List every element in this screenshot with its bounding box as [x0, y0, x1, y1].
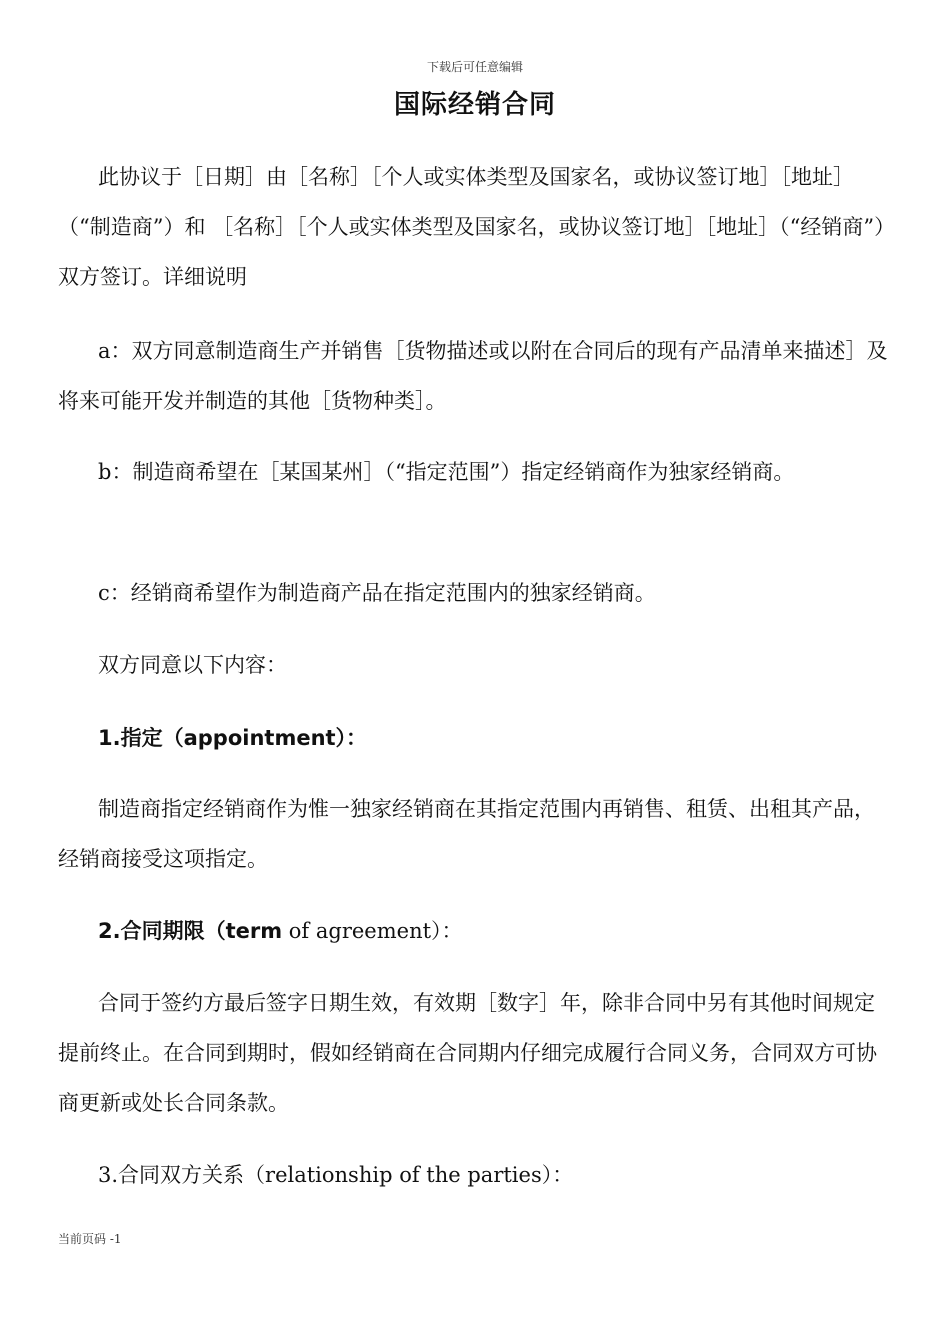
- clause-c-paragraph: c：经销商希望作为制造商产品在指定范围内的独家经销商。: [98, 581, 656, 605]
- intro-paragraph: 此协议于［日期］由［名称］［个人或实体类型及国家名，或协议签订地］［地址］（“制造商”）和 ［名称］［个人或实体类型及国家名，或协议签订地］［地址］（“经销商”）双方签订。详细说明: [58, 165, 885, 289]
- section-2-heading-rest: of agreement）：: [282, 919, 463, 943]
- clause-b-paragraph: b：制造商希望在［某国某州］（“指定范围”）指定经销商作为独家经销商。: [98, 460, 795, 484]
- clause-a-paragraph: a：双方同意制造商生产并销售［货物描述或以附在合同后的现有产品清单来描述］及将来可能开发并制造的其他［货物种类］。: [58, 339, 888, 413]
- section-1-body: 制造商指定经销商作为惟一独家经销商在其指定范围内再销售、租赁、出租其产品，经销商接受这项指定。: [58, 797, 875, 871]
- section-2-body: 合同于签约方最后签字日期生效，有效期［数字］年，除非合同中另有其他时间规定提前终止。在合同到期时，假如经销商在合同期内仔细完成履行合同义务，合同双方可协商更新或处长合同条款。: [58, 991, 877, 1115]
- section-1-heading: 1.指定（appointment）：: [98, 726, 368, 750]
- header-note: 下载后可任意编辑: [426, 60, 523, 74]
- document-title: 国际经销合同: [393, 90, 556, 120]
- agree-paragraph: 双方同意以下内容：: [98, 653, 287, 677]
- section-2-heading: [58, 906, 888, 956]
- section-3-heading: 3.合同双方关系（relationship of the parties）：: [98, 1163, 574, 1187]
- page-number: 当前页码 -1: [58, 1232, 122, 1246]
- section-2-heading-bold: 2.合同期限（term: [98, 919, 283, 943]
